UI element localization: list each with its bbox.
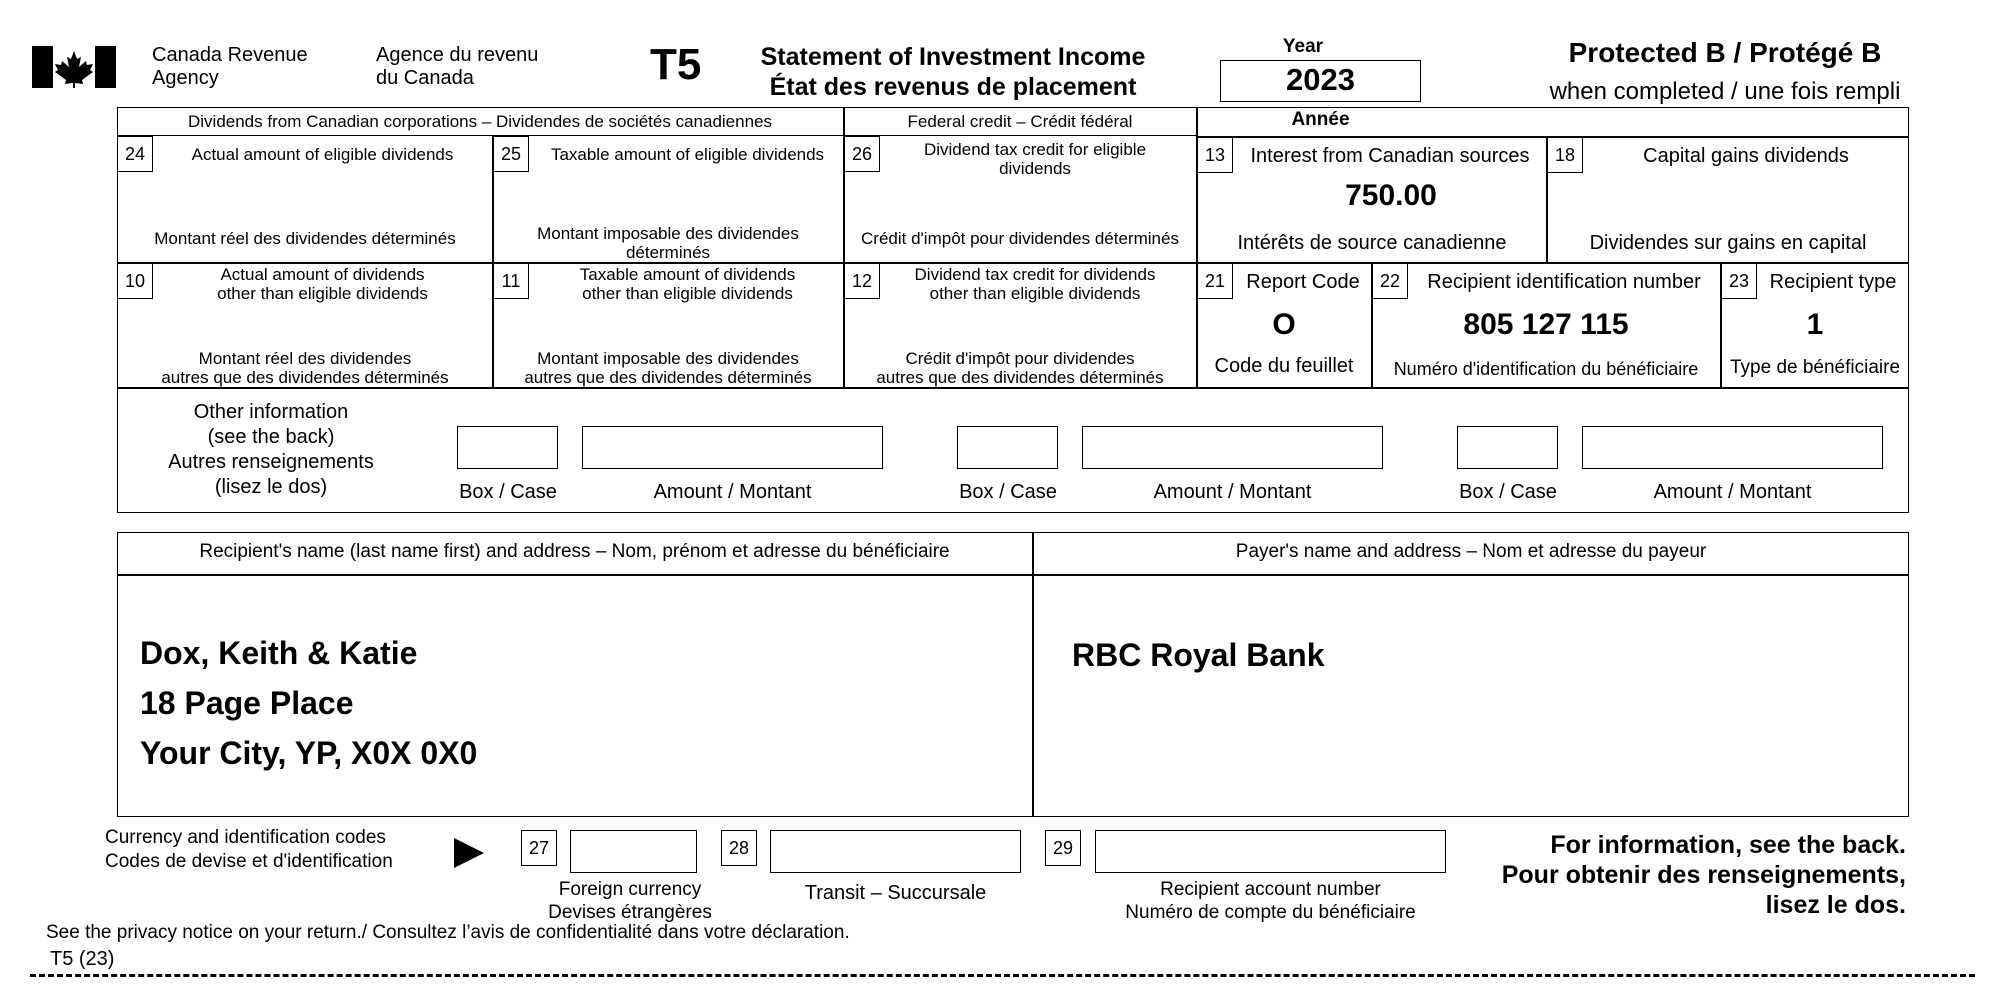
box-22-number: 22 xyxy=(1372,263,1408,299)
box-12-number: 12 xyxy=(844,263,880,299)
year-value: 2023 xyxy=(1220,60,1421,102)
box-29-label: Recipient account number Numéro de compte du bénéficiaire xyxy=(1125,879,1416,923)
play-arrow-icon xyxy=(452,836,486,870)
box-28-label: Transit – Succursale xyxy=(804,882,987,904)
other-info-amount-3[interactable] xyxy=(1582,426,1883,469)
box-21-label-fr: Code du feuillet xyxy=(1214,355,1354,377)
privacy-notice: See the privacy notice on your return./ Consultez l’avis de confidentialité dans votre déclaration. xyxy=(46,922,850,943)
canada-flag-icon xyxy=(32,46,116,88)
box-27-number: 27 xyxy=(521,830,557,866)
box-27-label: Foreign currency Devises étrangères xyxy=(548,879,712,923)
protected-title: Protected B / Protégé B xyxy=(1568,37,1882,68)
box-10-label-fr: Montant réel des dividendes autres que des dividendes déterminés xyxy=(161,349,449,387)
box-23-label-en: Recipient type xyxy=(1769,271,1897,293)
account-number-field[interactable] xyxy=(1095,830,1446,873)
box-11-number: 11 xyxy=(493,263,529,299)
box-21-value[interactable]: O xyxy=(1272,308,1296,341)
year-label-en: Year xyxy=(1282,36,1324,57)
box-25-label-fr: Montant imposable des dividendes déterminés xyxy=(537,224,799,262)
other-info-box-label-2: Box / Case xyxy=(959,481,1057,503)
payer-header: Payer's name and address – Nom et adresse du payeur xyxy=(1235,541,1707,562)
box-11-label-en: Taxable amount of dividends other than eligible dividends xyxy=(579,265,796,303)
box-25-number: 25 xyxy=(493,136,529,172)
other-info-amount-label-3: Amount / Montant xyxy=(1653,481,1812,503)
dividends-header: Dividends from Canadian corporations – Dividendes de sociétés canadiennes xyxy=(117,109,843,136)
box-13-number: 13 xyxy=(1197,137,1233,173)
other-info-box-label-1: Box / Case xyxy=(459,481,557,503)
box-11-label-fr: Montant imposable des dividendes autres que des dividendes déterminés xyxy=(524,349,812,387)
box-24-label-fr: Montant réel des dividendes déterminés xyxy=(154,229,456,248)
box-22-label-fr: Numéro d'identification du bénéficiaire xyxy=(1393,359,1699,379)
box-12-label-fr: Crédit d'impôt pour dividendes autres que des dividendes déterminés xyxy=(876,349,1164,387)
box-29-number: 29 xyxy=(1045,830,1081,866)
form-title: Statement of Investment Income État des revenus de placement xyxy=(760,43,1146,101)
box-26-label-en: Dividend tax credit for eligible dividends xyxy=(923,140,1147,178)
other-info-amount-2[interactable] xyxy=(1082,426,1383,469)
box-13-label-en: Interest from Canadian sources xyxy=(1250,145,1530,167)
federal-credit-header: Federal credit – Crédit fédéral xyxy=(843,109,1196,136)
codes-label: Currency and identification codes Codes de devise et d'identification xyxy=(105,827,393,872)
box-10-value[interactable] xyxy=(160,310,480,340)
foreign-currency-field[interactable] xyxy=(570,830,697,873)
box-28-number: 28 xyxy=(721,830,757,866)
box-24-label-en: Actual amount of eligible dividends xyxy=(191,145,454,164)
box-26-label-fr: Crédit d'impôt pour dividendes déterminés xyxy=(861,229,1179,248)
box-23-label-fr: Type de bénéficiaire xyxy=(1729,357,1901,378)
tear-line xyxy=(30,974,1975,977)
info-note: For information, see the back. Pour obtenir des renseignements, lisez le dos. xyxy=(1501,831,1906,919)
protected-subtitle: when completed / une fois rempli xyxy=(1549,78,1901,105)
box-21-label-en: Report Code xyxy=(1246,271,1360,293)
box-25-label-en: Taxable amount of eligible dividends xyxy=(550,145,825,164)
other-info-amount-label-2: Amount / Montant xyxy=(1153,481,1312,503)
payer-name[interactable]: RBC Royal Bank xyxy=(1072,637,1325,673)
other-info-box-3[interactable] xyxy=(1457,426,1558,469)
box-18-number: 18 xyxy=(1547,137,1583,173)
box-13-label-fr: Intérêts de source canadienne xyxy=(1237,232,1507,254)
other-info-box-2[interactable] xyxy=(957,426,1058,469)
form-code: T5 xyxy=(650,40,702,89)
other-info-label: Other information (see the back) Autres renseignements (lisez le dos) xyxy=(168,401,374,498)
box-22-value[interactable]: 805 127 115 xyxy=(1463,308,1629,341)
other-info-box-1[interactable] xyxy=(457,426,558,469)
other-info-amount-1[interactable] xyxy=(582,426,883,469)
transit-field[interactable] xyxy=(770,830,1021,873)
agency-name-en: Canada Revenue Agency xyxy=(152,44,308,89)
box-18-label-fr: Dividendes sur gains en capital xyxy=(1589,232,1867,254)
recipient-header: Recipient's name (last name first) and address – Nom, prénom et adresse du bénéficiaire xyxy=(199,541,950,562)
box-12-value[interactable] xyxy=(880,310,1180,340)
box-18-value[interactable] xyxy=(1585,180,1895,214)
box-22-label-en: Recipient identification number xyxy=(1427,271,1701,293)
recipient-address[interactable]: Dox, Keith & Katie 18 Page Place Your City, YP, X0X 0X0 xyxy=(140,635,478,771)
box-13-value[interactable]: 750.00 xyxy=(1345,179,1437,212)
box-11-value[interactable] xyxy=(535,310,835,340)
other-info-box-label-3: Box / Case xyxy=(1459,481,1557,503)
box-26-value[interactable] xyxy=(880,190,1180,220)
form-id: T5 (23) xyxy=(50,948,115,970)
box-12-label-en: Dividend tax credit for dividends other than eligible dividends xyxy=(914,265,1156,303)
box-23-number: 23 xyxy=(1721,263,1757,299)
year-label-fr: Année xyxy=(1291,109,1350,130)
other-info-amount-label-1: Amount / Montant xyxy=(653,481,812,503)
box-23-value[interactable]: 1 xyxy=(1806,308,1824,341)
box-21-number: 21 xyxy=(1197,263,1233,299)
box-26-number: 26 xyxy=(844,136,880,172)
box-24-value[interactable] xyxy=(160,190,485,220)
box-10-label-en: Actual amount of dividends other than eligible dividends xyxy=(217,265,428,303)
box-18-label-en: Capital gains dividends xyxy=(1643,145,1849,167)
box-24-number: 24 xyxy=(117,136,153,172)
agency-name-fr: Agence du revenu du Canada xyxy=(376,44,539,89)
box-10-number: 10 xyxy=(117,263,153,299)
box-25-value[interactable] xyxy=(535,190,835,220)
